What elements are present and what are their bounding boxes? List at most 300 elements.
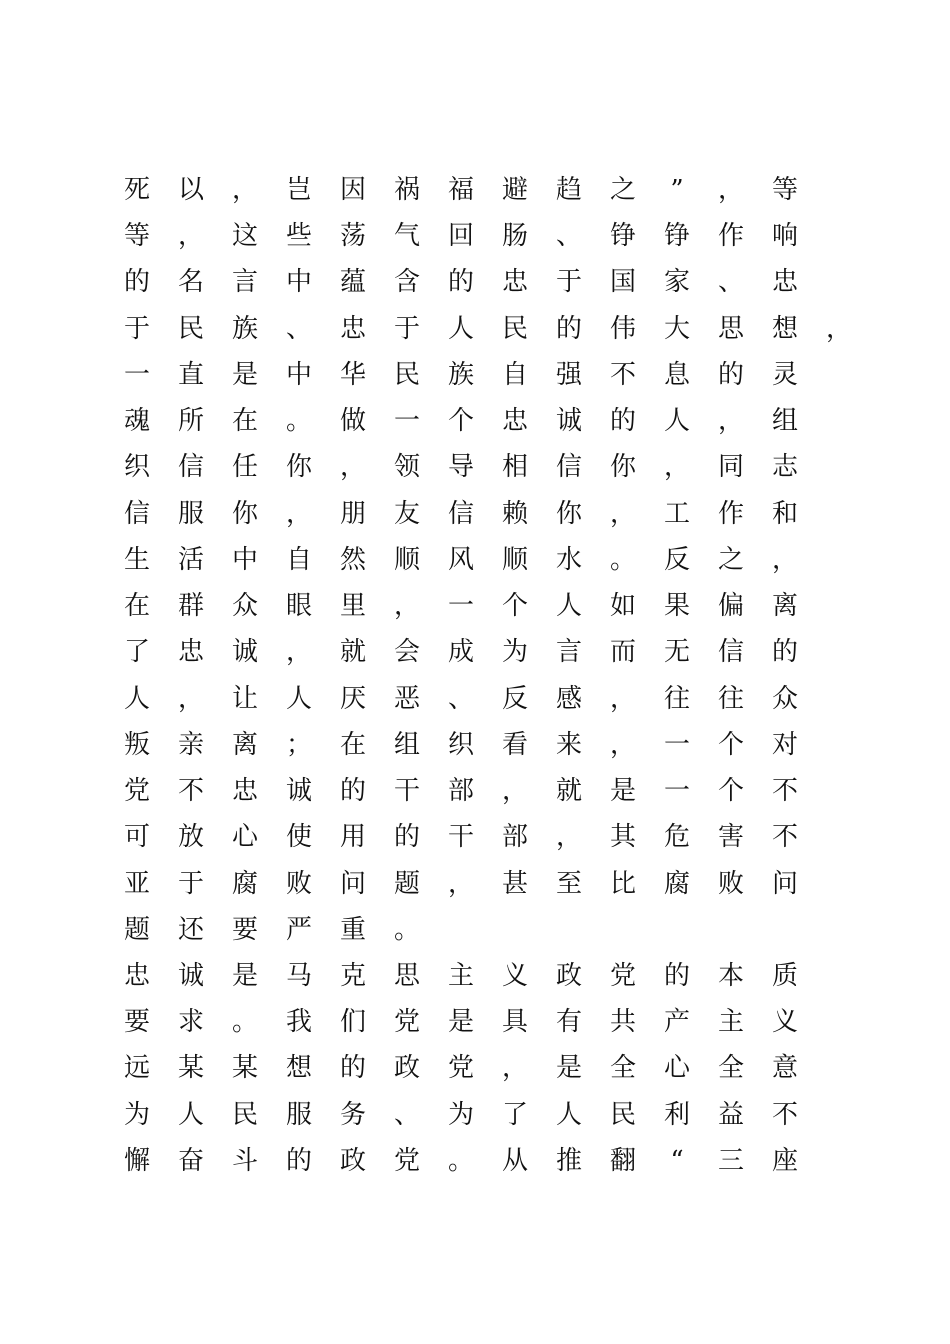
text-line	[110, 398, 866, 444]
text-line	[110, 352, 866, 398]
character: 人	[177, 1099, 204, 1130]
character: 个	[501, 591, 528, 622]
character: 叛	[123, 729, 150, 760]
text-line	[110, 167, 866, 213]
character: 一	[663, 729, 690, 760]
character: 求	[177, 1007, 204, 1038]
character: 义	[501, 960, 528, 991]
character: 、	[393, 1099, 420, 1130]
character: 以	[177, 175, 204, 205]
character: ，	[825, 313, 852, 344]
character: 死	[123, 175, 150, 205]
character: 、	[285, 313, 312, 344]
character: 质	[771, 960, 798, 991]
character: 言	[555, 637, 582, 668]
character: 蕴	[339, 267, 366, 298]
character: 不	[771, 776, 798, 807]
character: 之	[609, 175, 636, 205]
character: 众	[771, 683, 798, 714]
character: 让	[231, 683, 258, 714]
character: 。	[609, 544, 636, 575]
character: 回	[447, 221, 474, 252]
character: 党	[393, 1145, 420, 1176]
character: 个	[447, 406, 474, 437]
character: 生	[123, 544, 150, 575]
character: 党	[447, 1053, 474, 1084]
character: 了	[501, 1099, 528, 1130]
character: 全	[609, 1053, 636, 1084]
character: 、	[555, 221, 582, 252]
character: 相	[501, 452, 528, 483]
character: 于	[123, 313, 150, 344]
text-line	[110, 444, 866, 490]
character: 害	[717, 822, 744, 853]
character: 心	[663, 1053, 690, 1084]
character: 你	[555, 498, 582, 529]
character: 眼	[285, 591, 312, 622]
character: 和	[771, 498, 798, 529]
character: 领	[393, 452, 420, 483]
character: 气	[393, 221, 420, 252]
character: 民	[231, 1099, 258, 1130]
character: 如	[609, 591, 636, 622]
character: 风	[447, 544, 474, 575]
character: 。	[231, 1007, 258, 1038]
text-line	[110, 676, 866, 722]
character: 人	[285, 683, 312, 714]
character: 族	[447, 359, 474, 390]
character: 具	[501, 1007, 528, 1038]
character: “	[670, 1145, 684, 1176]
character: ，	[717, 175, 744, 205]
character: 在	[339, 729, 366, 760]
character: 肠	[501, 221, 528, 252]
character: 大	[663, 313, 690, 344]
character: 组	[393, 729, 420, 760]
character: 至	[555, 868, 582, 899]
character: 言	[231, 267, 258, 298]
character: 党	[393, 1007, 420, 1038]
character: ，	[285, 637, 312, 668]
character: 伟	[609, 313, 636, 344]
character: 奋	[177, 1145, 204, 1176]
character: 远	[123, 1053, 150, 1084]
character: 对	[771, 729, 798, 760]
character: 家	[663, 267, 690, 298]
character: 干	[393, 776, 420, 807]
character: 族	[231, 313, 258, 344]
character: 。	[447, 1145, 474, 1176]
character: 然	[339, 544, 366, 575]
character: 岂	[285, 175, 312, 205]
character: ，	[609, 498, 636, 529]
text-line	[110, 861, 866, 907]
character: 往	[717, 683, 744, 714]
character: 要	[231, 914, 258, 945]
character: 铮	[609, 221, 636, 252]
character: 使	[285, 822, 312, 853]
text-line	[110, 1045, 866, 1091]
character: 是	[231, 960, 258, 991]
character: 不	[609, 359, 636, 390]
character: 的	[555, 313, 582, 344]
character: 水	[555, 544, 582, 575]
character: 趋	[555, 175, 582, 205]
character: 于	[177, 868, 204, 899]
character: ，	[339, 452, 366, 483]
text-line	[110, 537, 866, 583]
character: 党	[609, 960, 636, 991]
character: 不	[771, 1099, 798, 1130]
character: 的	[447, 267, 474, 298]
character: 的	[339, 776, 366, 807]
text-line	[110, 768, 866, 814]
character: 反	[663, 544, 690, 575]
character: 息	[663, 359, 690, 390]
character: 信	[123, 498, 150, 529]
character: 了	[123, 637, 150, 668]
character: 要	[123, 1007, 150, 1038]
character: 为	[447, 1099, 474, 1130]
character: ，	[663, 452, 690, 483]
character: 的	[717, 359, 744, 390]
character: 偏	[717, 591, 744, 622]
character: ，	[609, 729, 636, 760]
character: 祸	[393, 175, 420, 205]
character: 推	[555, 1145, 582, 1176]
character: 问	[771, 868, 798, 899]
character: 比	[609, 868, 636, 899]
character: ，	[717, 406, 744, 437]
character: 干	[447, 822, 474, 853]
character: 的	[123, 267, 150, 298]
character: 务	[339, 1099, 366, 1130]
character: 不	[771, 822, 798, 853]
character: 全	[717, 1053, 744, 1084]
character: 你	[231, 498, 258, 529]
character: 果	[663, 591, 690, 622]
character: 做	[339, 406, 366, 437]
character: 、	[717, 267, 744, 298]
character: 是	[231, 359, 258, 390]
character: 放	[177, 822, 204, 853]
character: 服	[177, 498, 204, 529]
character: 座	[771, 1145, 798, 1176]
character: 的	[771, 637, 798, 668]
character: 忠	[501, 267, 528, 298]
text-line	[110, 629, 866, 675]
character: 想	[771, 313, 798, 344]
character: 用	[339, 822, 366, 853]
character: 忠	[339, 313, 366, 344]
character: 的	[609, 406, 636, 437]
character: ，	[177, 221, 204, 252]
character: 顺	[393, 544, 420, 575]
character: 些	[285, 221, 312, 252]
character: 懈	[123, 1145, 150, 1176]
character: 所	[177, 406, 204, 437]
character: 信	[447, 498, 474, 529]
character: 问	[339, 868, 366, 899]
character: 败	[285, 868, 312, 899]
character: 中	[285, 359, 312, 390]
text-line	[110, 583, 866, 629]
character: 主	[717, 1007, 744, 1038]
character: 可	[123, 822, 150, 853]
character: 党	[123, 776, 150, 807]
character: 在	[231, 406, 258, 437]
character: 其	[609, 822, 636, 853]
character: 人	[663, 406, 690, 437]
character: 有	[555, 1007, 582, 1038]
character: 是	[609, 776, 636, 807]
character: 为	[123, 1099, 150, 1130]
character: 你	[285, 452, 312, 483]
character: 离	[771, 591, 798, 622]
character: 的	[285, 1145, 312, 1176]
character: ，	[393, 591, 420, 622]
character: 的	[339, 1053, 366, 1084]
character: 个	[717, 729, 744, 760]
character: 往	[663, 683, 690, 714]
character: 厌	[339, 683, 366, 714]
character: 危	[663, 822, 690, 853]
text-line	[110, 259, 866, 305]
character: 中	[285, 267, 312, 298]
character: 义	[771, 1007, 798, 1038]
character: 亲	[177, 729, 204, 760]
character: 群	[177, 591, 204, 622]
character: 离	[231, 729, 258, 760]
character: 诚	[285, 776, 312, 807]
character: 民	[393, 359, 420, 390]
character: 无	[663, 637, 690, 668]
character: 避	[501, 175, 528, 205]
character: 思	[717, 313, 744, 344]
character: 信	[717, 637, 744, 668]
character: ，	[501, 1053, 528, 1084]
character: 成	[447, 637, 474, 668]
character: 这	[231, 221, 258, 252]
character: 本	[717, 960, 744, 991]
character: 思	[393, 960, 420, 991]
character: 益	[717, 1099, 744, 1130]
character: 的	[663, 960, 690, 991]
character: 人	[123, 683, 150, 714]
character: 强	[555, 359, 582, 390]
character: 织	[123, 452, 150, 483]
character: 于	[555, 267, 582, 298]
text-line	[110, 907, 866, 953]
text-line	[110, 999, 866, 1045]
character: ，	[285, 498, 312, 529]
character: 魂	[123, 406, 150, 437]
character: 利	[663, 1099, 690, 1130]
character: 严	[285, 914, 312, 945]
character: 就	[339, 637, 366, 668]
character: 克	[339, 960, 366, 991]
character: 响	[771, 221, 798, 252]
character: 部	[501, 822, 528, 853]
character: 斗	[231, 1145, 258, 1176]
character: 之	[717, 544, 744, 575]
character: 腐	[663, 868, 690, 899]
character: 友	[393, 498, 420, 529]
character: 国	[609, 267, 636, 298]
character: ，	[231, 175, 258, 205]
character: 名	[177, 267, 204, 298]
character: 不	[177, 776, 204, 807]
character: 产	[663, 1007, 690, 1038]
character: 政	[339, 1145, 366, 1176]
character: 还	[177, 914, 204, 945]
character: 一	[447, 591, 474, 622]
character: 忠	[771, 267, 798, 298]
document-page	[110, 167, 866, 1184]
character: 反	[501, 683, 528, 714]
character: 会	[393, 637, 420, 668]
character: 来	[555, 729, 582, 760]
character: 腐	[231, 868, 258, 899]
character: 等	[771, 175, 798, 205]
text-line	[110, 722, 866, 768]
character: ，	[447, 868, 474, 899]
character: 翻	[609, 1145, 636, 1176]
character: 服	[285, 1099, 312, 1130]
text-line	[110, 1138, 866, 1184]
character: 部	[447, 776, 474, 807]
character: 在	[123, 591, 150, 622]
character: 们	[339, 1007, 366, 1038]
character: 题	[393, 868, 420, 899]
character: 我	[285, 1007, 312, 1038]
character: 、	[447, 683, 474, 714]
character: 自	[501, 359, 528, 390]
character: ，	[555, 822, 582, 853]
character: 里	[339, 591, 366, 622]
character: 一	[393, 406, 420, 437]
character: 一	[123, 359, 150, 390]
character: 政	[393, 1053, 420, 1084]
character: 含	[393, 267, 420, 298]
character: 共	[609, 1007, 636, 1038]
character: 华	[339, 359, 366, 390]
character: 看	[501, 729, 528, 760]
character: 忠	[231, 776, 258, 807]
character: 工	[663, 498, 690, 529]
paragraph-start-line	[110, 953, 866, 999]
character: 信	[177, 452, 204, 483]
character: 众	[231, 591, 258, 622]
character: 组	[771, 406, 798, 437]
character: 诚	[177, 960, 204, 991]
character: 想	[285, 1053, 312, 1084]
text-line	[110, 306, 866, 352]
character: 的	[393, 822, 420, 853]
character: 甚	[501, 868, 528, 899]
character: 个	[717, 776, 744, 807]
character: 恶	[393, 683, 420, 714]
text-line	[110, 213, 866, 259]
character: 就	[555, 776, 582, 807]
character: 从	[501, 1145, 528, 1176]
character: 灵	[771, 359, 798, 390]
character: 三	[717, 1145, 744, 1176]
character: 是	[447, 1007, 474, 1038]
character: 败	[717, 868, 744, 899]
character: 同	[717, 452, 744, 483]
character: 荡	[339, 221, 366, 252]
character: 活	[177, 544, 204, 575]
text-line	[110, 491, 866, 537]
character: 赖	[501, 498, 528, 529]
character: 福	[447, 175, 474, 205]
character: 主	[447, 960, 474, 991]
character: 诚	[231, 637, 258, 668]
character: 一	[663, 776, 690, 807]
character: 民	[177, 313, 204, 344]
character: 铮	[663, 221, 690, 252]
character: 中	[231, 544, 258, 575]
character: 任	[231, 452, 258, 483]
character: 作	[717, 221, 744, 252]
character: 直	[177, 359, 204, 390]
character: 是	[555, 1053, 582, 1084]
character: 你	[609, 452, 636, 483]
character: 人	[447, 313, 474, 344]
character: 政	[555, 960, 582, 991]
character: 作	[717, 498, 744, 529]
character: ；	[285, 729, 312, 760]
character: 导	[447, 452, 474, 483]
character: 自	[285, 544, 312, 575]
character: 忠	[123, 960, 150, 991]
character: 诚	[555, 406, 582, 437]
character: 民	[609, 1099, 636, 1130]
character: 信	[555, 452, 582, 483]
character: 意	[771, 1053, 798, 1084]
character: ”	[670, 175, 684, 205]
character: ，	[177, 683, 204, 714]
character: 顺	[501, 544, 528, 575]
character: 。	[285, 406, 312, 437]
character: 。	[393, 914, 420, 945]
character: 心	[231, 822, 258, 853]
character: 志	[771, 452, 798, 483]
character: 等	[123, 221, 150, 252]
character: 忠	[177, 637, 204, 668]
character: 而	[609, 637, 636, 668]
character: 感	[555, 683, 582, 714]
character: ，	[501, 776, 528, 807]
character: 朋	[339, 498, 366, 529]
character: 织	[447, 729, 474, 760]
character: 于	[393, 313, 420, 344]
character: 重	[339, 914, 366, 945]
character: 忠	[501, 406, 528, 437]
character: 某	[177, 1053, 204, 1084]
character: 因	[339, 175, 366, 205]
character: 为	[501, 637, 528, 668]
text-line	[110, 814, 866, 860]
character: 马	[285, 960, 312, 991]
character: 民	[501, 313, 528, 344]
character: ，	[609, 683, 636, 714]
character: 某	[231, 1053, 258, 1084]
character: 题	[123, 914, 150, 945]
character: 人	[555, 1099, 582, 1130]
text-line	[110, 1092, 866, 1138]
